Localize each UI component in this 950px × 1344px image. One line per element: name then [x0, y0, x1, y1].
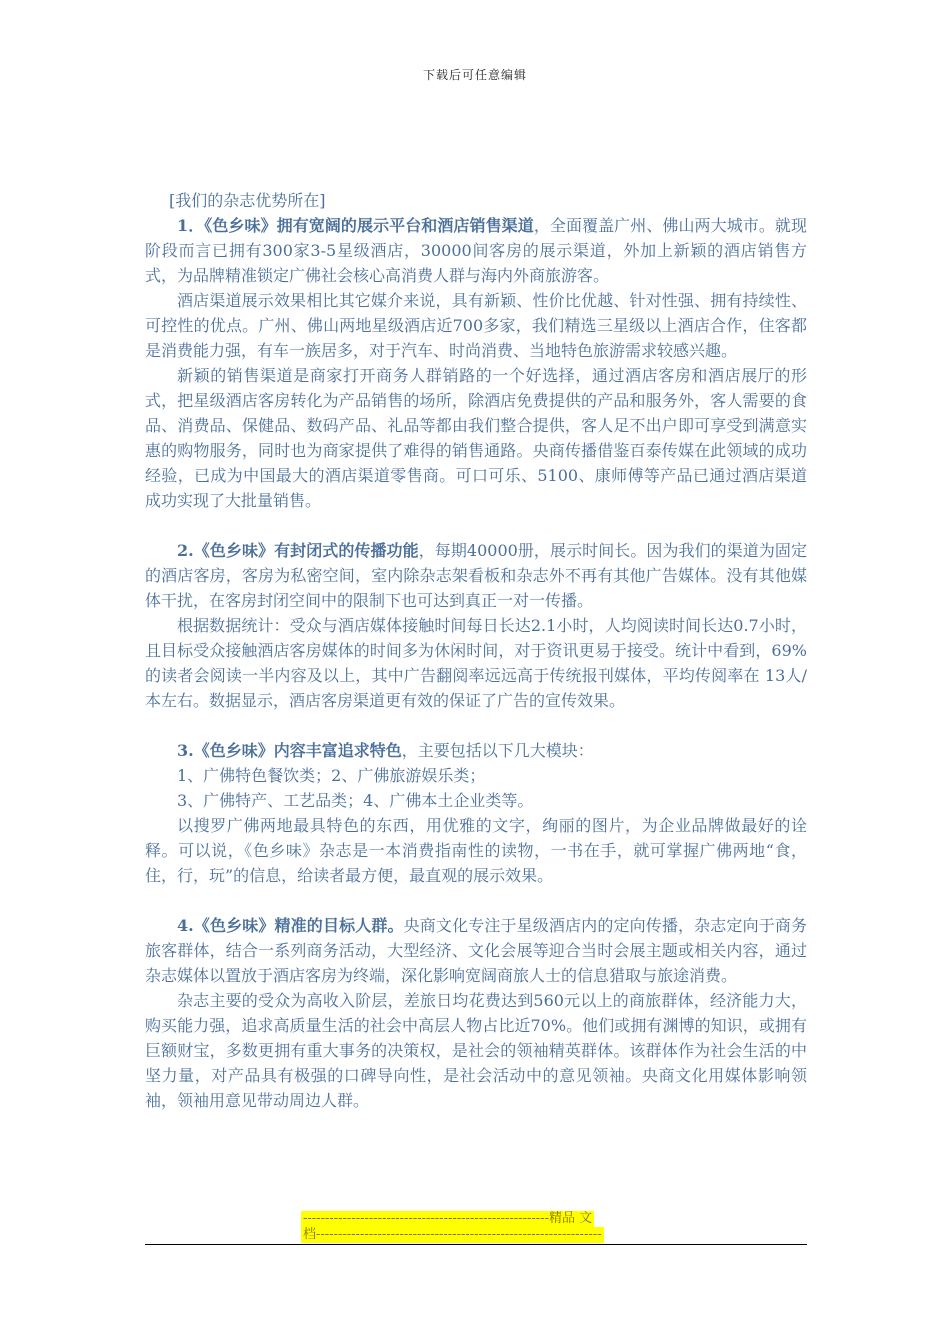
s2-para-1 [145, 538, 807, 613]
s4-heading: 4.《色乡味》精准的目标人群。 [177, 916, 404, 935]
s3-list-line-2: 3、广佛特产、工艺品类；4、广佛本土企业类等。 [177, 791, 534, 810]
s1-para-1-text: ，全面覆盖广州、佛山两大城市。就现阶段而言已拥有300家3-5星级酒店，30000间客房的展示渠道，外加上新颖的酒店销售方式，为品牌精准锁定广佛社会核心高消费人群与海内外商旅游客。 [145, 216, 807, 285]
s1-heading: 1．《色乡味》拥有宽阔的展示平台和酒店销售渠道 [177, 216, 534, 235]
s3-para-1 [145, 738, 807, 763]
s3-para-2: 以搜罗广佛两地最具特色的东西，用优雅的文字，绚丽的图片，为企业品牌做最好的诠释。可以说，《色乡味》杂志是一本消费指南性的读物，一书在手，就可掌握广佛两地“食，住，行，玩”的信息，给读者最方便，最直观的展示效果。 [145, 816, 807, 885]
section-title: [我们的杂志优势所在] [169, 191, 326, 210]
spacer [145, 713, 807, 738]
s3-list-line-1: 1、广佛特色餐饮类；2、广佛旅游娱乐类； [177, 766, 486, 785]
footer-highlight-line-2: 档----------------------------------------------------------------- [303, 1227, 602, 1242]
s2-para-2: 根据数据统计：受众与酒店媒体接触时间每日长达2.1小时，人均阅读时间长达0.7小时，且目标受众接触酒店客房媒体的时间多为休闲时间，对于资讯更易于接受。统计中看到，69%的读者会阅读一半内容及以上，其中广告翻阅率远远高于传统报刊媒体，平均传阅率在 13人/本左右。数据显示，酒店客房渠道更有效的保证了广告的宣传效果。 [145, 616, 807, 710]
footer-highlight-line-1: --------------------------------------------------------精品 文 [303, 1211, 593, 1226]
spacer [145, 513, 807, 538]
s3-para-1-text: ，主要包括以下几大模块： [401, 741, 594, 760]
s1-para-3: 新颖的销售渠道是商家打开商务人群销路的一个好选择，通过酒店客房和酒店展厅的形式，把星级酒店客房转化为产品销售的场所，除酒店免费提供的产品和服务外，客人需要的食品、消费品、保健品、数码产品、礼品等都由我们整合提供，客人足不出户即可享受到满意实惠的购物服务，同时也为商家提供了难得的销售通路。央商传播借鉴百泰传媒在此领域的成功经验，已成为中国最大的酒店渠道零售商。可口可乐、5100、康师傅等产品已通过酒店渠道成功实现了大批量销售。 [145, 366, 807, 510]
s1-para-1 [145, 213, 807, 288]
s4-para-2: 杂志主要的受众为高收入阶层，差旅日均花费达到560元以上的商旅群体，经济能力大，购买能力强，追求高质量生活的社会中高层人物占比近70%。他们或拥有渊博的知识，或拥有巨额财宝，多数更拥有重大事务的决策权，是社会的领袖精英群体。该群体作为社会生活的中坚力量，对产品具有极强的口碑导向性，是社会活动中的意见领袖。央商文化用媒体影响领袖，领袖用意见带动周边人群。 [145, 991, 807, 1110]
s1-para-2: 酒店渠道展示效果相比其它媒介来说，具有新颖、性价比优越、针对性强、拥有持续性、可控性的优点。广州、佛山两地星级酒店近700多家，我们精选三星级以上酒店合作，住客都是消费能力强，有车一族居多，对于汽车、时尚消费、当地特色旅游需求较感兴趣。 [145, 291, 807, 360]
page-header: 下载后可任意编辑 [422, 68, 527, 82]
s2-para-1-text: ，每期40000册，展示时间长。因为我们的渠道为固定的酒店客房，客房为私密空间，室内除杂志架看板和杂志外不再有其他广告媒体。没有其他媒体干扰，在客房封闭空间中的限制下也可达到真正一对一传播。 [145, 541, 807, 610]
document-body [145, 188, 807, 1113]
footer-rule [145, 1244, 807, 1245]
s4-para-1-text: 央商文化专注于星级酒店内的定向传播，杂志定向于商务旅客群体，结合一系列商务活动，大型经济、文化会展等迎合当时会展主题或相关内容，通过杂志媒体以置放于酒店客房为终端，深化影响宽阔商旅人士的信息猎取与旅途消费。 [145, 916, 807, 985]
s3-heading: 3.《色乡味》内容丰富追求特色 [177, 741, 402, 760]
s4-para-1 [145, 913, 807, 988]
spacer [145, 888, 807, 913]
s2-heading: 2.《色乡味》有封闭式的传播功能 [177, 541, 419, 560]
